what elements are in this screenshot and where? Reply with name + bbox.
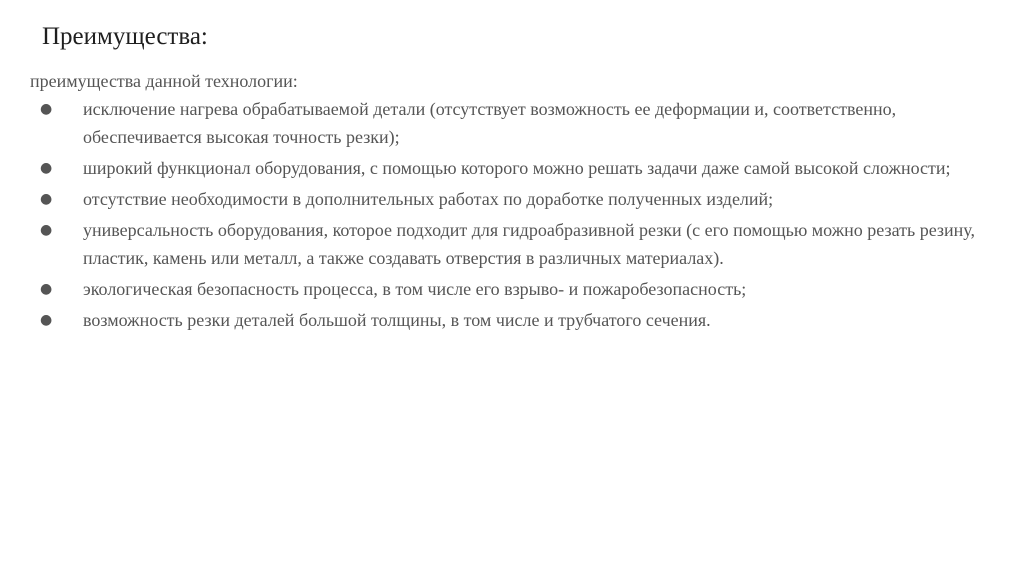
list-item-text: широкий функционал оборудования, с помощью которого можно решать задачи даже самой высокой сложности; — [83, 158, 951, 178]
list-item — [30, 306, 990, 334]
list-item — [30, 185, 990, 213]
slide-title: Преимущества: — [42, 23, 208, 50]
bullet-icon: ● — [40, 222, 53, 238]
bullet-icon: ● — [40, 160, 53, 176]
list-item-text: исключение нагрева обрабатываемой детали (отсутствует возможность ее деформации и, соответственно, обеспечивается высокая точность резки); — [83, 99, 897, 147]
bullet-list — [30, 95, 990, 337]
list-item-text: отсутствие необходимости в дополнительных работах по доработке полученных изделий; — [83, 189, 774, 209]
list-item-text: универсальность оборудования, которое подходит для гидроабразивной резки (с его помощью можно резать резину, пластик, камень или металл, а также создавать отверстия в различных материалах). — [83, 220, 975, 268]
bullet-icon: ● — [40, 191, 53, 207]
intro-text: преимущества данной технологии: — [30, 71, 298, 91]
bullet-icon: ● — [40, 312, 53, 328]
list-item — [30, 95, 990, 151]
bullet-icon: ● — [40, 101, 53, 117]
list-item — [30, 275, 990, 303]
list-item-text: экологическая безопасность процесса, в том числе его взрыво- и пожаробезопасность; — [83, 279, 747, 299]
list-item — [30, 216, 990, 272]
list-item — [30, 154, 990, 182]
list-item-text: возможность резки деталей большой толщины, в том числе и трубчатого сечения. — [83, 310, 711, 330]
bullet-icon: ● — [40, 281, 53, 297]
